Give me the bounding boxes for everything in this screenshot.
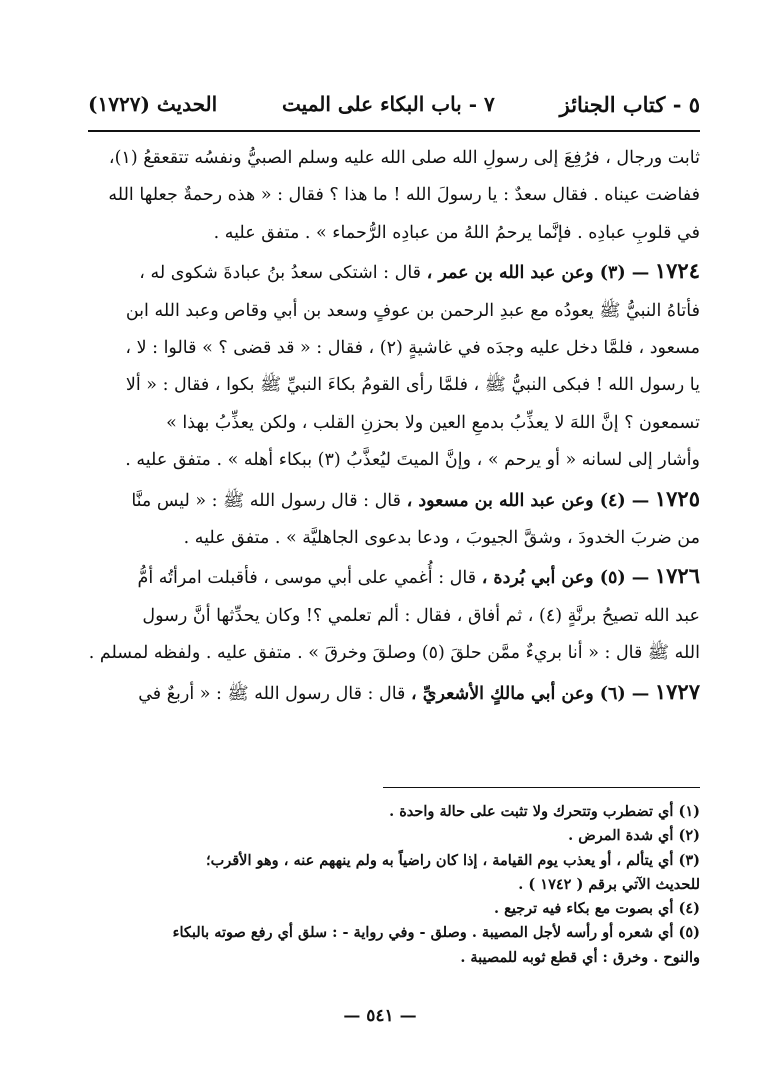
footnote: للحديث الآتي برقم ( ١٧٤٢ ) . xyxy=(518,875,700,893)
text-line: في قلوبِ عبادِه . فإنَّما يرحمُ اللهُ من عبادِه الرُّحماء » . متفق عليه . xyxy=(213,222,700,243)
text-line: ففاضت عيناه . فقال سعدٌ : يا رسولَ الله ! ما هذا ؟ فقال : « هذه رحمةٌ جعلها الله xyxy=(108,185,700,206)
footnote: والنوح . وخرق : أي قطع ثوبه للمصيبة . xyxy=(460,948,700,966)
text-line: تسمعون ؟ إنَّ اللهَ لا يعذِّبُ بدمعِ العين ولا بحزنِ القلب ، ولكن يعذِّبُ بهذا » xyxy=(166,412,700,433)
page-number: — ٥٤١ — xyxy=(343,1006,417,1026)
hadith-1727-heading xyxy=(88,673,700,713)
hadith-number: ١٧٢٧ xyxy=(654,678,700,704)
text-line: فأتاهُ النبيُّ ﷺ يعودُه مع عبدِ الرحمن بن عوفٍ وسعد بن أبي وقاص وعبد الله ابن xyxy=(125,300,700,321)
chapter-title: ٥ - كتاب الجنائز xyxy=(559,91,700,117)
hadith-narrator: — (٤) وعن عبد الله بن مسعود ، xyxy=(406,490,650,511)
hadith-narrator: — (٥) وعن أبي بُردة ، xyxy=(481,568,650,589)
hadith-1726-heading xyxy=(88,557,700,597)
footnotes xyxy=(88,800,700,970)
text-line: عبد الله تصيحُ برنَّةٍ (٤) ، ثم أفاق ، فقال : ألم تعلمي ؟! وكان يحدِّثها أنَّ رسول xyxy=(142,605,700,626)
text-line: وأشار إلى لسانه « أو يرحم » ، وإنَّ الميتَ ليُعذَّبُ (٣) ببكاء أهله » . متفق عليه . xyxy=(125,450,700,471)
text-line: قال : اشتكى سعدُ بنُ عبادةَ شكوى له ، xyxy=(139,263,422,284)
hadith-number: ١٧٢٦ xyxy=(654,563,700,589)
text-line: قال : قال رسول الله ﷺ : « ليس منَّا xyxy=(131,490,401,511)
text-line: قال : قال رسول الله ﷺ : « أربعٌ في xyxy=(138,683,406,704)
hadith-number: ١٧٢٥ xyxy=(654,485,700,511)
main-text xyxy=(88,140,700,713)
hadith-1724-heading xyxy=(88,252,700,292)
hadith-range: الحديث (١٧٢٧) xyxy=(88,92,218,116)
text-line: من ضربَ الخدودَ ، وشقَّ الجيوبَ ، ودعا بدعوى الجاهليَّة » . متفق عليه . xyxy=(183,528,700,549)
text-line: يا رسول الله ! فبكى النبيُّ ﷺ ، فلمَّا رأى القومُ بكاءَ النبيِّ ﷺ بكوا ، فقال : « ألا xyxy=(125,375,700,396)
footnote: (٥) أي شعره أو رأسه لأجل المصيبة . وصلق - وفي رواية - : سلق أي رفع صوته بالبكاء xyxy=(172,924,700,942)
text-line: قال : أُغمي على أبي موسى ، فأقبلت امرأتُه أمُّ xyxy=(137,568,477,589)
footnote: (٣) أي يتألم ، أو يعذب يوم القيامة ، إذا كان راضياً به ولم ينههم عنه ، وهو الأقرب؛ xyxy=(205,851,700,869)
text-line: مسعود ، فلمَّا دخل عليه وجدَه في غاشيةٍ (٢) ، فقال : « قد قضى ؟ » قالوا : لا ، xyxy=(125,338,700,359)
footnote: (١) أي تضطرب وتتحرك ولا تثبت على حالة واحدة . xyxy=(389,803,700,820)
hadith-narrator: — (٦) وعن أبي مالكٍ الأشعريِّ ، xyxy=(411,683,650,704)
running-header xyxy=(88,84,700,124)
hadith-1725-heading xyxy=(88,480,700,520)
footnote: (٢) أي شدة المرض . xyxy=(568,827,700,845)
section-title: ٧ - باب البكاء على الميت xyxy=(282,92,495,116)
text-line: ثابت ورجال ، فرُفِعَ إلى رسولِ الله صلى الله عليه وسلم الصبيُّ ونفسُه تتقعقعُ (١)، xyxy=(108,148,700,168)
footnote-separator xyxy=(383,787,700,788)
hadith-number: ١٧٢٤ xyxy=(654,258,700,284)
hadith-narrator: — (٣) وعن عبد الله بن عمر ، xyxy=(426,263,650,284)
header-divider xyxy=(88,130,700,132)
footnote: (٤) أي بصوت مع بكاء فيه ترجيع . xyxy=(494,900,700,918)
text-line: الله ﷺ قال : « أنا بريءٌ ممَّن حلقَ (٥) وصلقَ وخرقَ » . متفق عليه . ولفظه لمسلم . xyxy=(88,643,700,664)
